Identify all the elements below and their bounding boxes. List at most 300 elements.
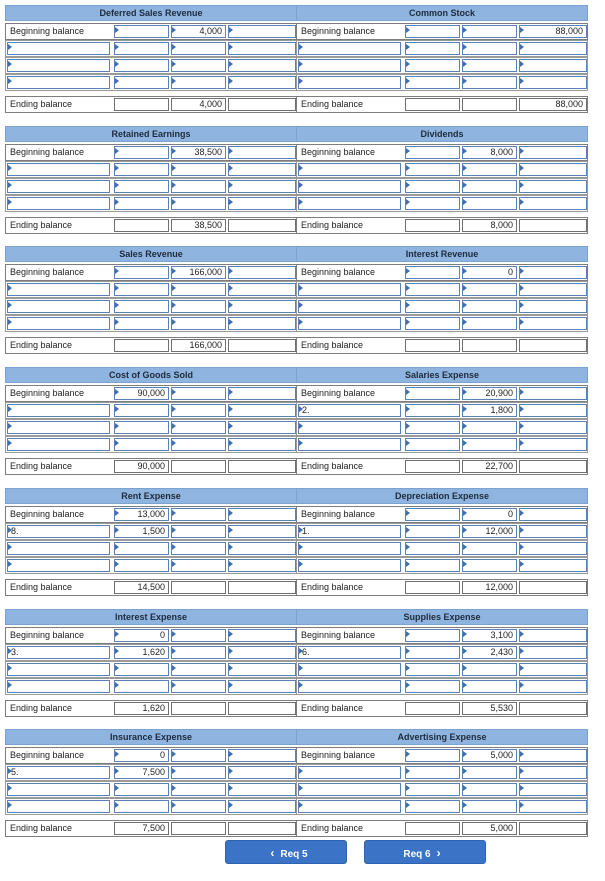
balance-cell[interactable] <box>519 266 587 279</box>
balance-cell[interactable] <box>519 180 587 193</box>
input-flag-icon <box>115 148 119 154</box>
debit-cell[interactable] <box>114 421 169 434</box>
balance-cell[interactable] <box>228 680 296 693</box>
input-flag-icon <box>115 285 119 291</box>
balance-cell[interactable] <box>228 749 296 762</box>
t-account <box>5 609 297 719</box>
credit-cell[interactable] <box>171 663 226 676</box>
entry-label-field[interactable] <box>298 525 401 538</box>
input-flag-icon <box>172 440 176 446</box>
credit-cell[interactable] <box>171 197 226 210</box>
balance-cell[interactable] <box>228 146 296 159</box>
input-flag-icon <box>115 648 119 654</box>
debit-cell <box>405 702 460 715</box>
dropdown-flag-icon <box>8 44 12 50</box>
row-label-text: 6. <box>302 647 310 657</box>
dropdown-flag-icon <box>299 61 303 67</box>
balance-cell[interactable] <box>228 25 296 38</box>
row-label <box>297 580 403 595</box>
credit-cell[interactable] <box>171 300 226 313</box>
input-flag-icon <box>172 78 176 84</box>
input-flag-icon <box>229 631 233 637</box>
debit-cell[interactable] <box>405 59 460 72</box>
entry-label-field[interactable] <box>7 559 110 572</box>
row-label-text: Beginning balance <box>10 147 85 157</box>
beginning-balance-row <box>296 144 588 161</box>
debit-cell[interactable] <box>405 783 460 796</box>
credit-cell[interactable] <box>171 542 226 555</box>
credit-cell[interactable] <box>462 59 517 72</box>
entry-label-field[interactable] <box>298 680 401 693</box>
debit-cell[interactable] <box>114 559 169 572</box>
balance-cell[interactable] <box>228 387 296 400</box>
input-flag-icon <box>520 182 524 188</box>
entry-label-field[interactable] <box>298 559 401 572</box>
credit-cell <box>462 98 517 111</box>
balance-cell[interactable] <box>228 508 296 521</box>
credit-cell[interactable] <box>462 663 517 676</box>
credit-cell[interactable] <box>171 800 226 813</box>
row-label <box>297 218 403 233</box>
entry-label-field[interactable] <box>7 76 110 89</box>
balance-cell[interactable] <box>519 629 587 642</box>
entry-label-field[interactable] <box>7 59 110 72</box>
balance-cell[interactable] <box>228 800 296 813</box>
credit-cell[interactable] <box>462 197 517 210</box>
credit-cell[interactable] <box>171 59 226 72</box>
balance-cell <box>519 219 587 232</box>
entry-label-field[interactable] <box>7 542 110 555</box>
input-flag-icon <box>115 182 119 188</box>
balance-cell[interactable] <box>228 163 296 176</box>
row-label-text: Ending balance <box>301 823 364 833</box>
entry-label-field[interactable] <box>298 404 401 417</box>
debit-cell[interactable] <box>114 800 169 813</box>
balance-cell[interactable] <box>519 525 587 538</box>
input-flag-icon <box>172 406 176 412</box>
input-flag-icon <box>115 268 119 274</box>
debit-cell[interactable] <box>114 25 169 38</box>
dropdown-flag-icon <box>8 165 12 171</box>
entry-label-field[interactable] <box>298 663 401 676</box>
credit-cell[interactable]: 20,900 <box>462 387 517 400</box>
balance-cell[interactable] <box>228 266 296 279</box>
entry-label-field[interactable] <box>7 525 110 538</box>
balance-cell[interactable] <box>519 542 587 555</box>
balance-cell[interactable] <box>519 646 587 659</box>
credit-cell[interactable] <box>171 387 226 400</box>
debit-cell[interactable] <box>114 783 169 796</box>
entry-row <box>5 315 297 332</box>
balance-cell[interactable] <box>519 438 587 451</box>
debit-cell[interactable] <box>405 421 460 434</box>
credit-cell[interactable] <box>462 317 517 330</box>
entry-row <box>5 436 297 453</box>
balance-cell[interactable] <box>228 283 296 296</box>
input-flag-icon <box>463 148 467 154</box>
credit-cell[interactable] <box>462 180 517 193</box>
credit-cell[interactable] <box>171 421 226 434</box>
credit-cell[interactable]: 38,500 <box>171 146 226 159</box>
input-flag-icon <box>115 440 119 446</box>
input-flag-icon <box>520 751 524 757</box>
entry-label-field[interactable] <box>298 180 401 193</box>
entry-label-field[interactable] <box>7 646 110 659</box>
credit-cell[interactable]: 3,100 <box>462 629 517 642</box>
balance-cell[interactable] <box>519 783 587 796</box>
input-flag-icon <box>229 78 233 84</box>
credit-cell[interactable] <box>171 680 226 693</box>
ending-balance-row <box>5 579 297 596</box>
debit-cell[interactable] <box>405 559 460 572</box>
debit-cell[interactable] <box>405 25 460 38</box>
balance-cell[interactable] <box>519 680 587 693</box>
balance-cell[interactable] <box>228 783 296 796</box>
t-account <box>296 126 588 236</box>
credit-cell[interactable] <box>462 800 517 813</box>
debit-cell[interactable] <box>405 766 460 779</box>
debit-cell[interactable] <box>405 42 460 55</box>
debit-cell[interactable] <box>405 680 460 693</box>
input-flag-icon <box>115 682 119 688</box>
debit-cell[interactable]: 1,620 <box>114 646 169 659</box>
balance-cell[interactable] <box>519 76 587 89</box>
entry-label-field[interactable] <box>298 317 401 330</box>
entry-label-field[interactable] <box>7 197 110 210</box>
entry-label-field[interactable] <box>7 42 110 55</box>
credit-cell[interactable] <box>171 783 226 796</box>
entry-label-field[interactable] <box>298 800 401 813</box>
entry-label-field[interactable] <box>298 59 401 72</box>
debit-cell[interactable]: 0 <box>114 749 169 762</box>
debit-cell[interactable] <box>405 542 460 555</box>
debit-cell[interactable] <box>114 180 169 193</box>
debit-cell[interactable] <box>114 317 169 330</box>
input-flag-icon <box>115 44 119 50</box>
balance-cell[interactable] <box>519 300 587 313</box>
input-flag-icon <box>406 527 410 533</box>
balance-cell[interactable] <box>519 59 587 72</box>
beginning-balance-row <box>296 627 588 644</box>
debit-cell[interactable] <box>114 163 169 176</box>
dropdown-flag-icon <box>299 527 303 533</box>
credit-cell[interactable] <box>171 629 226 642</box>
debit-cell[interactable] <box>405 646 460 659</box>
balance-cell[interactable] <box>519 387 587 400</box>
balance-cell[interactable] <box>228 646 296 659</box>
credit-cell[interactable] <box>462 542 517 555</box>
entry-label-field[interactable] <box>7 766 110 779</box>
credit-cell: 5,000 <box>462 822 517 835</box>
entry-label-field[interactable] <box>7 317 110 330</box>
entry-label-field[interactable] <box>7 680 110 693</box>
input-flag-icon <box>406 406 410 412</box>
input-flag-icon <box>463 527 467 533</box>
balance-cell[interactable] <box>228 300 296 313</box>
input-flag-icon <box>229 44 233 50</box>
row-label-text: Beginning balance <box>301 388 376 398</box>
input-flag-icon <box>115 199 119 205</box>
credit-cell[interactable] <box>171 766 226 779</box>
debit-cell[interactable]: 1,500 <box>114 525 169 538</box>
ending-balance-row <box>296 579 588 596</box>
input-flag-icon <box>172 423 176 429</box>
input-flag-icon <box>463 423 467 429</box>
entry-label-field[interactable] <box>298 783 401 796</box>
balance-cell[interactable] <box>519 421 587 434</box>
dropdown-flag-icon <box>8 319 12 325</box>
debit-cell[interactable] <box>405 387 460 400</box>
balance-cell[interactable] <box>228 629 296 642</box>
credit-cell[interactable] <box>171 283 226 296</box>
entry-label-field[interactable] <box>7 438 110 451</box>
credit-cell[interactable] <box>171 163 226 176</box>
credit-cell[interactable] <box>171 317 226 330</box>
entry-label-field[interactable] <box>298 76 401 89</box>
balance-cell[interactable] <box>519 766 587 779</box>
debit-cell[interactable] <box>405 749 460 762</box>
credit-cell[interactable] <box>462 766 517 779</box>
balance-cell[interactable]: 88,000 <box>519 25 587 38</box>
credit-cell[interactable] <box>462 25 517 38</box>
debit-cell[interactable] <box>405 283 460 296</box>
row-label <box>6 218 112 233</box>
credit-cell[interactable]: 4,000 <box>171 25 226 38</box>
credit-cell[interactable] <box>462 559 517 572</box>
debit-cell[interactable] <box>114 197 169 210</box>
input-flag-icon <box>406 319 410 325</box>
input-flag-icon <box>172 61 176 67</box>
account-title: Interest Expense <box>5 609 297 625</box>
input-flag-icon <box>229 302 233 308</box>
credit-cell[interactable] <box>462 783 517 796</box>
credit-cell: 12,000 <box>462 581 517 594</box>
credit-cell[interactable] <box>171 438 226 451</box>
balance-cell <box>228 702 296 715</box>
debit-cell[interactable] <box>114 59 169 72</box>
debit-cell[interactable] <box>405 525 460 538</box>
account-title: Depreciation Expense <box>296 488 588 504</box>
debit-cell[interactable] <box>405 404 460 417</box>
row-label <box>297 386 403 401</box>
credit-cell[interactable]: 166,000 <box>171 266 226 279</box>
debit-cell[interactable] <box>114 146 169 159</box>
entry-row <box>5 74 297 91</box>
debit-cell[interactable]: 7,500 <box>114 766 169 779</box>
balance-cell[interactable] <box>519 197 587 210</box>
credit-cell[interactable] <box>171 508 226 521</box>
credit-cell[interactable] <box>171 559 226 572</box>
debit-cell[interactable] <box>405 317 460 330</box>
debit-cell[interactable] <box>405 146 460 159</box>
credit-cell[interactable] <box>171 646 226 659</box>
entry-label-field[interactable] <box>298 197 401 210</box>
t-account <box>5 488 297 598</box>
balance-cell[interactable] <box>228 180 296 193</box>
input-flag-icon <box>520 665 524 671</box>
dropdown-flag-icon <box>299 44 303 50</box>
balance-cell[interactable] <box>228 317 296 330</box>
credit-cell[interactable] <box>171 404 226 417</box>
debit-cell[interactable]: 13,000 <box>114 508 169 521</box>
balance-cell[interactable] <box>519 749 587 762</box>
debit-cell[interactable] <box>114 438 169 451</box>
debit-cell[interactable] <box>114 76 169 89</box>
debit-cell[interactable] <box>405 163 460 176</box>
credit-cell[interactable]: 8,000 <box>462 146 517 159</box>
entry-row <box>296 298 588 315</box>
balance-cell[interactable] <box>519 800 587 813</box>
balance-cell[interactable] <box>519 404 587 417</box>
credit-cell: 5,530 <box>462 702 517 715</box>
input-flag-icon <box>229 423 233 429</box>
debit-cell[interactable] <box>114 42 169 55</box>
debit-cell[interactable] <box>114 283 169 296</box>
input-flag-icon <box>463 268 467 274</box>
balance-cell[interactable] <box>519 663 587 676</box>
credit-cell[interactable]: 0 <box>462 508 517 521</box>
debit-cell[interactable] <box>405 629 460 642</box>
entry-label-field[interactable] <box>298 646 401 659</box>
row-label <box>6 145 112 160</box>
balance-cell[interactable] <box>228 42 296 55</box>
entry-label-field[interactable] <box>7 283 110 296</box>
balance-cell[interactable] <box>519 42 587 55</box>
input-flag-icon <box>172 561 176 567</box>
entry-label-field[interactable] <box>7 300 110 313</box>
debit-cell[interactable] <box>405 800 460 813</box>
ending-balance-row <box>5 337 297 354</box>
credit-cell[interactable] <box>462 42 517 55</box>
balance-cell[interactable] <box>228 438 296 451</box>
balance-cell[interactable] <box>228 559 296 572</box>
debit-cell[interactable] <box>405 663 460 676</box>
input-flag-icon <box>172 648 176 654</box>
entry-row <box>296 57 588 74</box>
dropdown-flag-icon <box>299 440 303 446</box>
debit-cell[interactable] <box>405 438 460 451</box>
dropdown-flag-icon <box>8 544 12 550</box>
entry-label-field[interactable] <box>7 163 110 176</box>
debit-cell[interactable] <box>114 300 169 313</box>
dropdown-flag-icon <box>8 199 12 205</box>
balance-cell[interactable] <box>228 525 296 538</box>
input-flag-icon <box>229 768 233 774</box>
entry-row <box>5 523 297 540</box>
credit-cell[interactable] <box>462 163 517 176</box>
entry-label-field[interactable] <box>7 404 110 417</box>
input-flag-icon <box>463 182 467 188</box>
debit-cell[interactable] <box>405 300 460 313</box>
balance-cell[interactable] <box>519 317 587 330</box>
balance-cell[interactable] <box>228 197 296 210</box>
input-flag-icon <box>406 751 410 757</box>
credit-cell[interactable] <box>462 283 517 296</box>
balance-cell[interactable] <box>519 559 587 572</box>
credit-cell[interactable]: 12,000 <box>462 525 517 538</box>
credit-cell[interactable] <box>462 680 517 693</box>
input-flag-icon <box>463 768 467 774</box>
entry-label-field[interactable] <box>298 542 401 555</box>
balance-cell[interactable] <box>228 59 296 72</box>
account-title: Supplies Expense <box>296 609 588 625</box>
balance-cell[interactable] <box>228 76 296 89</box>
credit-cell[interactable] <box>171 525 226 538</box>
entry-label-field[interactable] <box>298 283 401 296</box>
credit-cell[interactable]: 0 <box>462 266 517 279</box>
debit-cell[interactable] <box>405 197 460 210</box>
credit-cell[interactable] <box>462 300 517 313</box>
balance-cell[interactable] <box>519 163 587 176</box>
entry-label-field[interactable] <box>7 783 110 796</box>
credit-cell[interactable]: 2,430 <box>462 646 517 659</box>
entry-row <box>296 178 588 195</box>
debit-cell[interactable] <box>405 508 460 521</box>
debit-cell[interactable] <box>114 266 169 279</box>
debit-cell[interactable] <box>114 404 169 417</box>
entry-row <box>5 195 297 212</box>
credit-cell[interactable] <box>171 749 226 762</box>
credit-cell[interactable] <box>171 180 226 193</box>
credit-cell[interactable] <box>462 76 517 89</box>
row-label-text: Beginning balance <box>10 630 85 640</box>
debit-cell[interactable] <box>114 680 169 693</box>
debit-cell[interactable] <box>114 542 169 555</box>
entry-label-field[interactable] <box>7 180 110 193</box>
balance-cell[interactable] <box>228 766 296 779</box>
credit-cell[interactable] <box>462 438 517 451</box>
debit-cell[interactable] <box>114 663 169 676</box>
credit-cell[interactable] <box>171 42 226 55</box>
balance-cell[interactable] <box>228 421 296 434</box>
entry-label-field[interactable] <box>298 438 401 451</box>
input-flag-icon <box>520 199 524 205</box>
prev-req-button[interactable] <box>225 840 347 864</box>
debit-cell[interactable] <box>405 76 460 89</box>
input-flag-icon <box>520 78 524 84</box>
entry-label-field[interactable] <box>298 163 401 176</box>
credit-cell[interactable] <box>462 421 517 434</box>
credit-cell[interactable]: 1,800 <box>462 404 517 417</box>
input-flag-icon <box>463 751 467 757</box>
input-flag-icon <box>406 44 410 50</box>
credit-cell[interactable] <box>171 76 226 89</box>
input-flag-icon <box>463 406 467 412</box>
debit-cell[interactable]: 90,000 <box>114 387 169 400</box>
entry-label-field[interactable] <box>298 300 401 313</box>
input-flag-icon <box>520 510 524 516</box>
entry-label-field[interactable] <box>298 42 401 55</box>
credit-cell[interactable]: 5,000 <box>462 749 517 762</box>
balance-cell[interactable] <box>228 663 296 676</box>
debit-cell <box>114 219 169 232</box>
entry-label-field[interactable] <box>7 663 110 676</box>
entry-label-field[interactable] <box>7 421 110 434</box>
balance-cell[interactable] <box>519 283 587 296</box>
input-flag-icon <box>115 319 119 325</box>
entry-label-field[interactable] <box>298 421 401 434</box>
entry-label-field[interactable] <box>7 800 110 813</box>
balance-cell[interactable] <box>519 508 587 521</box>
debit-cell[interactable] <box>405 180 460 193</box>
entry-label-field[interactable] <box>298 766 401 779</box>
balance-cell[interactable] <box>519 146 587 159</box>
balance-cell[interactable] <box>228 404 296 417</box>
debit-cell[interactable] <box>405 266 460 279</box>
debit-cell[interactable]: 0 <box>114 629 169 642</box>
balance-cell[interactable] <box>228 542 296 555</box>
next-req-button[interactable] <box>364 840 486 864</box>
